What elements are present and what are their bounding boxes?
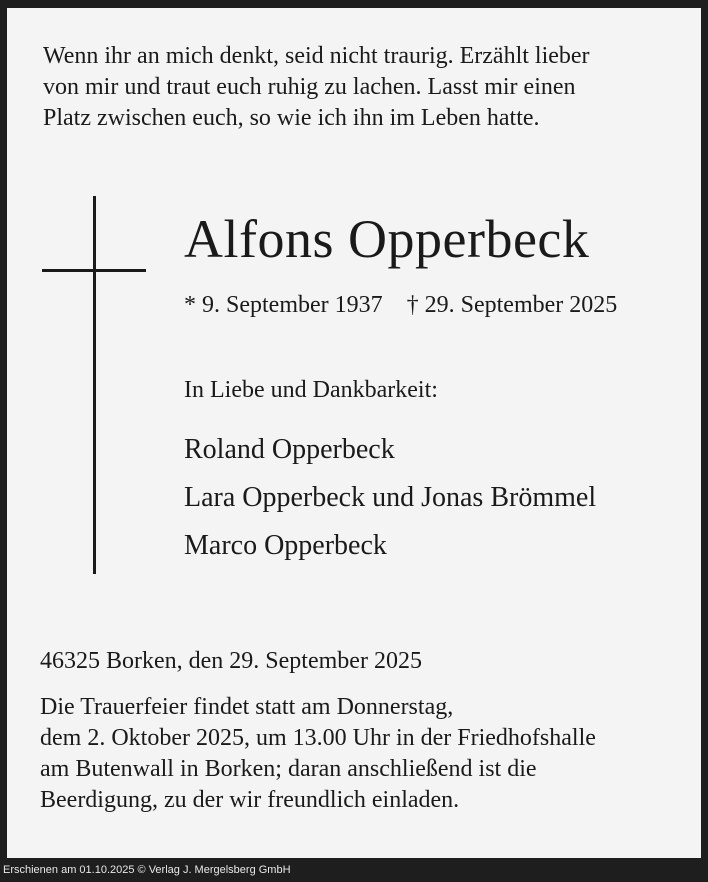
mourner-name: Lara Opperbeck und Jonas Brömmel <box>184 482 597 513</box>
memorial-quote <box>43 41 683 134</box>
death-date: † 29. September 2025 <box>406 292 618 318</box>
cross-icon-bar <box>42 269 146 272</box>
thanks-line: In Liebe und Dankbarkeit: <box>184 377 438 403</box>
service-line: am Butenwall in Borken; daran anschließend ist die <box>40 756 537 782</box>
mourner-name: Roland Opperbeck <box>184 434 395 465</box>
life-dates <box>184 290 617 320</box>
publication-footer: Erschienen am 01.10.2025 © Verlag J. Mergelsberg GmbH <box>0 858 708 882</box>
quote-line: Platz zwischen euch, so wie ich ihn im Leben hatte. <box>43 105 540 131</box>
place-and-date: 46325 Borken, den 29. September 2025 <box>40 648 422 674</box>
mourner-name: Marco Opperbeck <box>184 530 387 561</box>
service-line: dem 2. Oktober 2025, um 13.00 Uhr in der Friedhofshalle <box>40 725 596 751</box>
service-line: Beerdigung, zu der wir freundlich einladen. <box>40 787 460 813</box>
deceased-name: Alfons Opperbeck <box>184 209 590 269</box>
quote-line: Wenn ihr an mich denkt, seid nicht traurig. Erzählt lieber <box>43 43 590 69</box>
quote-line: von mir und traut euch ruhig zu lachen. Lasst mir einen <box>43 74 576 100</box>
birth-date: * 9. September 1937 <box>184 292 383 318</box>
mourners-list <box>184 426 596 570</box>
cross-icon <box>93 196 96 574</box>
obituary-card <box>7 8 701 858</box>
funeral-service-info <box>40 692 690 816</box>
service-line: Die Trauerfeier findet statt am Donnerstag, <box>40 694 454 720</box>
